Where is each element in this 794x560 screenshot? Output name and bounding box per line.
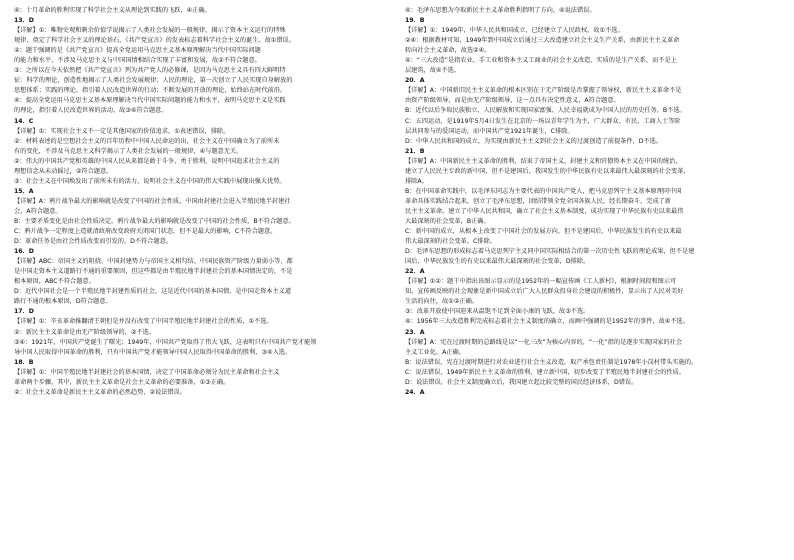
answer-line: 理想信念从未动摇过，②符合题意。 <box>14 167 113 175</box>
answer-line: ②：社会主义革命是新民主主义革命的必然趋势，②说法错误。 <box>14 388 186 396</box>
answer-line: 根本原因，ABC不符合题意。 <box>14 278 95 286</box>
answer-line: ④：毛泽东思想为夺取新民主主义革命胜利指明了方向，④说法错误。 <box>405 7 596 14</box>
answer-line: 排除A。 <box>405 177 428 185</box>
answer-line: 转向社会主义革命，故选②④。 <box>405 47 491 55</box>
answer-line: C：五四运动，是1919年5月4日发生在北京的一场以青年学生为主，广大群众、市民、工商人士等阶 <box>405 117 681 125</box>
question-number: 19．B <box>405 17 425 25</box>
answer-line: 思想体系；实践的理论，指引着人民改造世界的行动；不断发展的开放的理论，始终站在时代前沿。 <box>14 87 287 95</box>
answer-line: C：新中国的成立，从根本上改变了中国社会的发展方向，但不是建国后，中华民族发生的有史以来最 <box>405 228 682 236</box>
answer-line: 【详解】A：鸦片战争最大的影响就是改变了中国的社会性质，中国由封建社会进入半殖民地半封建社 <box>14 197 291 205</box>
answer-line: 民主主义革命，建立了中华人民共和国，确立了社会主义基本制度，成功实现了中华民族有史以来最伟 <box>405 207 684 215</box>
answer-line: ④：十月革命的胜利实现了科学社会主义从理论到实践的飞跃，④正确。 <box>14 7 211 14</box>
answer-line: 国后，中华民族发生的有史以来最伟大最深刻的社会变革，D排除。 <box>405 258 590 266</box>
question-number: 22．A <box>405 268 425 276</box>
answer-line: ④：“三大改造”是指农业、手工业和资本主义工商业的社会主义改造，实质的是生产关系，而不是上 <box>405 57 677 65</box>
answer-line: 【详解】①：1949年，中华人民共和国成立，已经建立了人民政权，故①不选。 <box>405 27 624 35</box>
answer-line: ③④：1921年，中国共产党诞生了曙光；1949年，中国共产党取得了伟大飞跃，这表明只有中国共产党才能领 <box>14 338 317 346</box>
answer-line: 建立了人民民主专政的新中国，但不是建国后，我国发生的中华民族有史以来最伟大最深刻的社会变革， <box>405 167 690 175</box>
answer-line: ④：提高全党运用马克思主义基本原理解决当代中国实际问题的能力和水平，表明马克思主义是实践 <box>14 97 286 105</box>
answer-line: ③：改革开放使中国迎来从温饱不足到全面小康的飞跃，故③不选。 <box>405 308 590 316</box>
answer-line: ④：1956年三大改造胜利完成标志着社会主义制度的确立，而画中强调的是1952年的事件，故④不选。 <box>405 318 689 326</box>
answer-line: 路行不通的根本原因，D符合题意。 <box>14 298 112 306</box>
question-number: 23．A <box>405 328 425 336</box>
answer-line: D：革命任务是由社会性质改变而引发的，D不符合题意。 <box>14 238 173 246</box>
answer-line: 【详解】①：实现社会主义不一定是其他国家的价值追求，①表述错误，排除。 <box>14 127 230 135</box>
answer-line: C：鸦片战争一定程度上造就清政府改变政府关闭国门状态，但不是最大的影响，C不符合题意。 <box>14 228 277 236</box>
answer-line: 生活的向往，故①②正确。 <box>405 298 478 306</box>
question-number: 13．D <box>14 17 34 25</box>
answer-line: B：近代以后争取民族独立、人民解放和实现国家富强、人民幸福就成为中国人民的历史任务，B不选。 <box>405 107 686 115</box>
answer-line: B：在中国革命实践中，以毛泽东同志为主要代表的中国共产党人，把马克思列宁主义基本原理同中国 <box>405 187 682 195</box>
answer-line: 的理论，指引着人民改造世界的活动。故③④符合题意。 <box>14 107 168 115</box>
answer-line: 【详解】①：辛亥革命推翻清王朝但是并没有改变了中国半殖民地半封建社会的性质，①不选。 <box>14 318 273 326</box>
answer-line: 会，A符合题意。 <box>14 207 62 215</box>
answer-line: 大最深刻的社会变革，B正确。 <box>405 217 490 225</box>
answer-line: ③：社会主义在中国焕发出了前所未有的活力，说明社会主义在中国的伟大实践中展现出强大优势。 <box>14 177 286 185</box>
question-number: 21．B <box>405 147 425 155</box>
right-column <box>405 6 786 556</box>
answer-line: 导中国人民取得中国革命的胜利，只有中国共产党才能领导中国人民取得中国革命的胜利，③④入选。 <box>14 348 292 356</box>
answer-line: 层建筑，故④不选。 <box>405 67 461 75</box>
question-number: 14．C <box>14 117 34 125</box>
answer-line: ②：题干强调的是《共产党宣言》提高全党运用马克思主义基本原理解决当代中国实际问题 <box>14 47 261 55</box>
answer-line: 规律，奠定了科学社会主义的理论基石，《共产党宣言》的发表标志着科学社会主义的诞生。故①错误。 <box>14 37 295 45</box>
question-number: 16．D <box>14 248 34 256</box>
answer-line: ②④：根据教材可知，1949年到中国成立后通过三大改造建立社会主义生产关系，由新民主主义革命 <box>405 37 680 45</box>
answer-line: B：主要矛盾变化是由社会性质决定，鸦片战争最大的影响就是改变了中国的社会性质，B不符合题意。 <box>14 217 295 225</box>
answer-line: 【详解】①：唯物史观和剩余价值学说揭示了人类社会发展的一般规律，揭示了资本主义运行的特殊 <box>14 27 286 35</box>
answer-line: 【详解】ABC：帝国主义的阻挠、中国封建势力与帝国主义相勾结、中国民族资产阶级力量弱小等，都 <box>14 258 293 266</box>
answer-line: B：说法错误，宪在过渡时期进行对农业进行社会主义改造，取产承包责任制是1978年小岗村带头实施的。 <box>405 358 698 366</box>
left-column <box>14 6 395 556</box>
question-number: 20．A <box>405 77 425 85</box>
answer-line: 的能力和水平，不涉及马克思主义与中国国情相结合实现了丰富和发展，故②不符合题意。 <box>14 57 261 65</box>
answer-line: 由资产阶级领导，而是由无产阶级领导，这一点具有决定性意义，A符合题意。 <box>405 97 620 105</box>
answer-line: ②：伟大的中国共产党和英雄的中国人民从来都是敢于斗争、勇于胜利，说明中国追求社会主义的 <box>14 157 280 165</box>
answer-line: ③：之所以在今天依然把《共产党宣言》列为共产党人的必修课，是因为马克思主义具有四大鲜明特 <box>14 67 286 75</box>
answer-line: 伟大最深刻的社会变革，C排除。 <box>405 238 496 246</box>
answer-line: 有的变化，不涉及马克思主义科学揭示了人类社会发展的一般规律，④与题意无关。 <box>14 147 243 155</box>
answer-line: 征：科学的理论，创造性地揭示了人类社会发展规律；人民的理论，第一次创立了人民实现自身解放的 <box>14 77 293 85</box>
answer-line: 革命两个步骤，其中，新民主主义革命是社会主义革命的必要准备，①③正确。 <box>14 378 230 386</box>
answer-line: 知，宣传画反映的社会现象是新中国成立后广大人民群众投身社会建设的积极性，显示出了人民对美好 <box>405 288 684 296</box>
answer-line: ②：材料表述的是空想社会主义的百年历程中中国人民命运的出，社会主义在中国确立为了前所未 <box>14 137 280 145</box>
answer-line: 【详解】①②：题干中指出该图示显示的是1952年的一幅宣传画《工人新村》，根据时间段和图示可 <box>405 278 677 286</box>
question-number: 17．D <box>14 308 34 316</box>
answer-line: D：近代中国社会是一个半殖民地半封建性质的社会，这是近代中国的基本国情，是中国走资本主义道 <box>14 288 292 296</box>
question-number: 24．A <box>405 388 425 396</box>
answer-line: 层共同参与的爱国运动，而中国共产党1921年诞生，C排除。 <box>405 127 574 135</box>
answer-line: 【详解】A：中国新民主主义革命的胜利，结束了帝国主义、封建主义和官僚资本主义在中国的统治， <box>405 157 682 165</box>
answer-line: 【详解】A：中国新旧民主主义革命的根本区别在于无产阶级是否掌握了领导权，新民主主义革命不是 <box>405 87 682 95</box>
answer-line: 【详解】①：中国半殖民地半封建社会的基本国情，决定了中国革命必须分为民主革命和社会主义 <box>14 368 280 376</box>
question-number: 18．B <box>14 358 34 366</box>
answer-line: D：毛泽东思想的形成标志着马克思列宁主义同中国实际相结合的第一次历史性飞跃的理论成果，但不是建 <box>405 248 695 256</box>
answer-line: ②：新民主主义革命是由无产阶级领导的，②不选。 <box>14 328 156 336</box>
answer-line: 革命具体实践结合起来，创立了毛泽东思想，团结带领全党全国各族人民，经长期奋斗，完成了新 <box>405 197 672 205</box>
answer-line: 主义工业化，A正确。 <box>405 348 465 356</box>
question-number: 15．A <box>14 187 34 195</box>
answer-line: 【详解】A：宪在过渡时期的总路线是以“一化三改”为核心内容的，“一化”指的是逐步实现国家的社会 <box>405 338 682 346</box>
answer-line: C：说法错误，1949年新民主主义革命的胜利，建立新中国，初步改变了半殖民地半封建社会的性质。 <box>405 368 685 376</box>
answer-line: D：中华人民共和国的成立，为实现由新民主主义到社会主义的过渡创造了前提条件，D不选。 <box>405 137 663 145</box>
answer-line: D：说法错误，社会主义制度确立后，我国建立起比较完整的国民经济体系，D错误。 <box>405 378 638 386</box>
answer-line: 是中国走资本主义道路行不通的重要原因，但这些都是由半殖民地半封建社会的基本国情决定的，不是 <box>14 268 293 276</box>
